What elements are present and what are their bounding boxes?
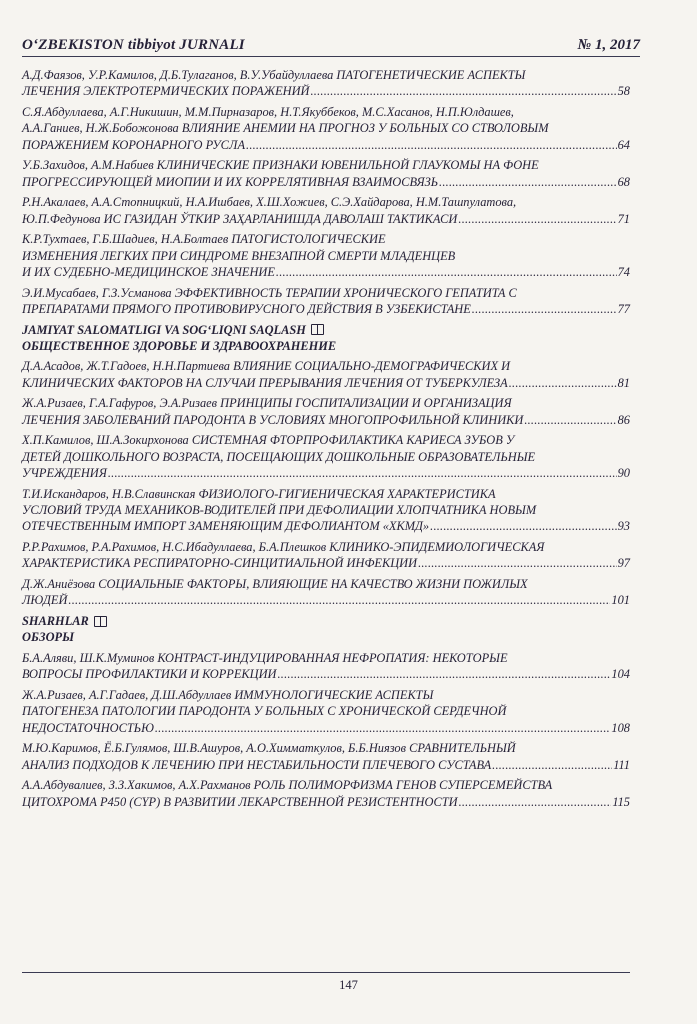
entry-text-line: Б.А.Аляви, Ш.К.Муминов КОНТРАСТ-ИНДУЦИРОВАННАЯ НЕФРОПАТИЯ: НЕКОТОРЫЕ [22, 650, 508, 665]
entry-text-line: А.А.Абдувалиев, З.З.Хакимов, А.Х.Рахманов РОЛЬ ПОЛИМОРФИЗМА ГЕНОВ СУПЕРСЕМЕЙСТВА [22, 778, 553, 793]
toc-entry[interactable] [22, 358, 630, 391]
section-title-uz: SHARHLAR [22, 613, 89, 628]
dot-leader [524, 412, 616, 428]
toc-entry[interactable] [22, 539, 630, 572]
entry-page-number: 58 [617, 84, 630, 99]
dot-leader [68, 592, 610, 608]
entry-text-line: ОТЕЧЕСТВЕННЫМ ИМПОРТ ЗАМЕНЯЮЩИМ ДЕФОЛИАНТОМ «ХКМД» [22, 519, 430, 534]
entry-text-line: Р.Р.Рахимов, Р.А.Рахимов, Н.С.Ибадуллаева, Б.А.Плешков КЛИНИКО-ЭПИДЕМИОЛОГИЧЕСКАЯ [22, 540, 545, 555]
dot-leader [155, 720, 611, 736]
dot-leader [276, 264, 617, 280]
running-header [22, 37, 640, 57]
dot-leader [459, 794, 612, 810]
entry-text-line: ПРОГРЕССИРУЮЩЕЙ МИОПИИ И ИХ КОРРЕЛЯТИВНАЯ ВЗАИМОСВЯЗЬ [22, 174, 439, 189]
entry-page-number: 64 [617, 137, 630, 152]
entry-text-line: ХАРАКТЕРИСТИКА РЕСПИРАТОРНО-СИНЦИТИАЛЬНОЙ ИНФЕКЦИИ [22, 556, 418, 571]
dot-leader [246, 137, 617, 153]
section-title-uz: JAMIYAT SALOMATLIGI VA SOG‘LIQNI SAQLASH [22, 322, 306, 337]
toc-entry[interactable] [22, 285, 630, 318]
table-of-contents [22, 67, 630, 814]
entry-page-number: 111 [613, 757, 630, 772]
dot-leader [418, 555, 617, 571]
journal-title: O‘ZBEKISTON tibbiyot JURNALI [22, 37, 245, 53]
toc-entry[interactable] [22, 231, 630, 280]
entry-page-number: 71 [617, 211, 630, 226]
dot-leader [108, 465, 617, 481]
entry-text-line: УСЛОВИЙ ТРУДА МЕХАНИКОВ-ВОДИТЕЛЕЙ ПРИ ДЕФОЛИАЦИИ ХЛОПЧАТНИКА НОВЫМ [22, 503, 537, 518]
section-title-ru: ОБЗОРЫ [22, 630, 75, 645]
entry-text-line: ЛЮДЕЙ [22, 593, 68, 608]
issue-number: № 1, 2017 [577, 37, 640, 53]
toc-entry[interactable] [22, 194, 630, 227]
book-icon [94, 616, 107, 627]
entry-text-line: АНАЛИЗ ПОДХОДОВ К ЛЕЧЕНИЮ ПРИ НЕСТАБИЛЬНОСТИ ПЛЕЧЕВОГО СУСТАВА [22, 757, 492, 772]
entry-page-number: 108 [611, 720, 630, 735]
entry-text-line: И ИХ СУДЕБНО-МЕДИЦИНСКОЕ ЗНАЧЕНИЕ [22, 264, 275, 279]
entry-text-line: УЧРЕЖДЕНИЯ [22, 466, 107, 481]
entry-text-line: А.Д.Фаязов, У.Р.Камилов, Д.Б.Тулаганов, В.У.Убайдуллаева ПАТОГЕНЕТИЧЕСКИЕ АСПЕКТЫ [22, 68, 526, 82]
entry-text-line: К.Р.Тухтаев, Г.Б.Шадиев, Н.А.Болтаев ПАТОГИСТОЛОГИЧЕСКИЕ [22, 232, 386, 247]
section-heading [22, 322, 630, 355]
dot-leader [278, 666, 611, 682]
entry-text-line: М.Ю.Каримов, Ё.Б.Гулямов, Ш.В.Ашуров, А.О.Химматкулов, Б.Б.Ниязов СРАВНИТЕЛЬНЫЙ [22, 741, 516, 756]
entry-text-line: У.Б.Захидов, А.М.Набиев КЛИНИЧЕСКИЕ ПРИЗНАКИ ЮВЕНИЛЬНОЙ ГЛАУКОМЫ НА ФОНЕ [22, 158, 539, 173]
toc-entry[interactable] [22, 777, 630, 810]
dot-leader [439, 174, 617, 190]
entry-text-line: НЕДОСТАТОЧНОСТЬЮ [22, 720, 154, 735]
toc-entry[interactable] [22, 395, 630, 428]
entry-text-line: ДЕТЕЙ ДОШКОЛЬНОГО ВОЗРАСТА, ПОСЕЩАЮЩИХ ДОШКОЛЬНЫЕ ОБРАЗОВАТЕЛЬНЫЕ [22, 449, 536, 464]
page-number: 147 [339, 978, 358, 992]
entry-page-number: 104 [611, 667, 630, 682]
entry-text-line: ЦИТОХРОМА Р450 (CYP) В РАЗВИТИИ ЛЕКАРСТВЕННОЙ РЕЗИСТЕНТНОСТИ [22, 794, 458, 809]
entry-text-line: Ю.П.Федунова ИС ГАЗИДАН ЎТКИР ЗАҲАРЛАНИШДА ДАВОЛАШ ТАКТИКАСИ [22, 211, 458, 226]
dot-leader [492, 757, 612, 773]
entry-text-line: ПОРАЖЕНИЕМ КОРОНАРНОГО РУСЛА [22, 137, 246, 152]
entry-text-line: ВОПРОСЫ ПРОФИЛАКТИКИ И КОРРЕКЦИИ [22, 667, 277, 682]
section-title-ru: ОБЩЕСТВЕННОЕ ЗДОРОВЬЕ И ЗДРАВООХРАНЕНИЕ [22, 338, 337, 353]
dot-leader [430, 518, 616, 534]
entry-text-line: Р.Н.Акалаев, А.А.Стопницкий, Н.А.Ишбаев, Х.Ш.Хожиев, С.Э.Хайдарова, Н.М.Ташпулатова, [22, 195, 517, 210]
toc-entry[interactable] [22, 432, 630, 481]
dot-leader [458, 211, 616, 227]
toc-entry[interactable] [22, 576, 630, 609]
entry-page-number: 97 [617, 556, 630, 571]
entry-page-number: 77 [617, 301, 630, 316]
toc-entry[interactable] [22, 67, 630, 100]
toc-entry[interactable] [22, 650, 630, 683]
section-heading [22, 613, 630, 646]
entry-page-number: 101 [611, 593, 630, 608]
entry-text-line: С.Я.Абдуллаева, А.Г.Никишин, М.М.Пирназаров, Н.Т.Якуббеков, М.С.Хасанов, Н.П.Юлдашев, [22, 104, 514, 119]
entry-text-line: ПАТОГЕНЕЗА ПАТОЛОГИИ ПАРОДОНТА У БОЛЬНЫХ С ХРОНИЧЕСКОЙ СЕРДЕЧНОЙ [22, 704, 507, 719]
entry-text-line: ПРЕПАРАТАМИ ПРЯМОГО ПРОТИВОВИРУСНОГО ДЕЙСТВИЯ В УЗБЕКИСТАНЕ [22, 301, 471, 316]
book-icon [311, 324, 324, 335]
entry-text-line: ИЗМЕНЕНИЯ ЛЕГКИХ ПРИ СИНДРОМЕ ВНЕЗАПНОЙ СМЕРТИ МЛАДЕНЦЕВ [22, 248, 456, 263]
toc-entry[interactable] [22, 104, 630, 153]
entry-text-line: Т.И.Искандаров, Н.В.Славинская ФИЗИОЛОГО-ГИГИЕНИЧЕСКАЯ ХАРАКТЕРИСТИКА [22, 486, 496, 501]
toc-entry[interactable] [22, 740, 630, 773]
dot-leader [311, 83, 617, 99]
entry-text-line: Х.П.Камилов, Ш.А.Зокирхонова СИСТЕМНАЯ ФТОРПРОФИЛАКТИКА КАРИЕСА ЗУБОВ У [22, 433, 515, 448]
entry-text-line: Д.Ж.Аниёзова СОЦИАЛЬНЫЕ ФАКТОРЫ, ВЛИЯЮЩИЕ НА КАЧЕСТВО ЖИЗНИ ПОЖИЛЫХ [22, 577, 528, 591]
footer-rule [22, 972, 630, 973]
entry-text-line: Ж.А.Ризаев, Г.А.Гафуров, Э.А.Ризаев ПРИНЦИПЫ ГОСПИТАЛИЗАЦИИ И ОРГАНИЗАЦИЯ [22, 396, 512, 411]
entry-text-line: ЛЕЧЕНИЯ ЗАБОЛЕВАНИЙ ПАРОДОНТА В УСЛОВИЯХ МНОГОПРОФИЛЬНОЙ КЛИНИКИ [22, 412, 524, 427]
entry-text-line: КЛИНИЧЕСКИХ ФАКТОРОВ НА СЛУЧАИ ПРЕРЫВАНИЯ ЛЕЧЕНИЯ ОТ ТУБЕРКУЛЕЗА [22, 375, 508, 390]
entry-page-number: 86 [617, 412, 630, 427]
dot-leader [472, 301, 617, 317]
entry-text-line: Ж.А.Ризаев, А.Г.Гадаев, Д.Ш.Абдуллаев ИММУНОЛОГИЧЕСКИЕ АСПЕКТЫ [22, 687, 434, 702]
entry-page-number: 68 [617, 174, 630, 189]
entry-page-number: 93 [617, 519, 630, 534]
entry-page-number: 81 [617, 375, 630, 390]
entry-text-line: Д.А.Асадов, Ж.Т.Гадоев, Н.Н.Партиева ВЛИЯНИЕ СОЦИАЛЬНО-ДЕМОГРАФИЧЕСКИХ И [22, 359, 511, 374]
entry-text-line: Э.И.Мусабаев, Г.З.Усманова ЭФФЕКТИВНОСТЬ ТЕРАПИИ ХРОНИЧЕСКОГО ГЕПАТИТА С [22, 285, 517, 300]
toc-entry[interactable] [22, 687, 630, 736]
dot-leader [509, 375, 617, 391]
toc-entry[interactable] [22, 157, 630, 190]
entry-text-line: А.А.Ганиев, Н.Ж.Бобожонова ВЛИЯНИЕ АНЕМИИ НА ПРОГНОЗ У БОЛЬНЫХ СО СТВОЛОВЫМ [22, 121, 549, 136]
entry-page-number: 90 [617, 466, 630, 481]
toc-entry[interactable] [22, 486, 630, 535]
entry-page-number: 74 [617, 264, 630, 279]
entry-page-number: 115 [612, 794, 630, 809]
entry-text-line: ЛЕЧЕНИЯ ЭЛЕКТРОТЕРМИЧЕСКИХ ПОРАЖЕНИЙ [22, 84, 310, 99]
